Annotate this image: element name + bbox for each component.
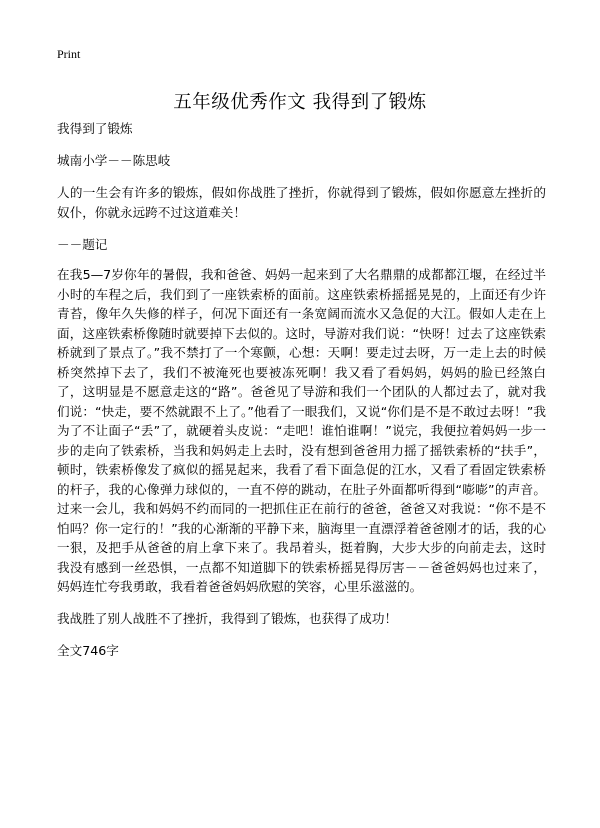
essay-main-paragraph: 在我5—7岁你年的暑假，我和爸爸、妈妈一起来到了大名鼎鼎的成都都江堰，在经过半小时的车程之后，我们到了一座铁索桥的面前。这座铁索桥摇摇晃晃的，上面还有少许青苔，像年久失修的样子，何况下面还有一条宽阔而流水又急促的大江。假如人走在上面，这座铁索桥像随时就要掉下去似的。这时，导游对我们说：“快呀！过去了这座铁索桥就到了景点了。”我不禁打了一个寒颤，心想：天啊！要走过去呀，万一走上去的时候桥突然掉下去了，我们不被淹死也要被冻死啊！我又看了看妈妈，妈妈的脸已经煞白了，这明显是不愿意走这的“路”。爸爸见了导游和我们一个团队的人都过去了，就对我们说：“快走，要不然就跟不上了。”他看了一眼我们，又说“你们是不是不敢过去呀！”我为了不让面子“丢”了，就硬着头皮说：“走吧！谁怕谁啊！”说完，我便拉着妈妈一步一步的走向了铁索桥，当我和妈妈走上去时，没有想到爸爸用力摇了摇铁索桥的“扶手”，顿时，铁索桥像发了疯似的摇晃起来，我看了看下面急促的江水，又看了看固定铁索桥的杆子，我的心像弹力球似的，一直不停的跳动，在肚子外面都听得到“嘭嘭”的声音。过来一会儿，我和妈妈不约而同的一把抓住正在前行的爸爸，爸爸又对我说：“你不是不怕吗？你一定行的！”我的心渐渐的平静下来，脑海里一直漂浮着爸爸刚才的话，我的心一狠，及把手从爸爸的肩上拿下来了。我昂着头，挺着胸，大步大步的向前走去，这时我没有感到一丝恐惧，一点都不知道脚下的铁索桥摇晃得厉害－－爸爸妈妈也过来了，妈妈连忙夸我勇敢，我看着爸爸妈妈欣慰的笑容，心里乐滋滋的。 bbox=[57, 267, 546, 594]
epigraph-attribution: －－题记 bbox=[57, 236, 108, 252]
essay-body bbox=[57, 119, 546, 673]
print-link[interactable]: Print bbox=[57, 47, 81, 61]
word-count: 全文746字 bbox=[57, 643, 119, 658]
author-line: 城南小学－－陈思岐 bbox=[57, 153, 171, 168]
epigraph: 人的一生会有许多的锻炼，假如你战胜了挫折，你就得到了锻炼，假如你愿意左挫折的奴仆，你就永远跨不过这道难关！ bbox=[57, 185, 546, 220]
page-title: 五年级优秀作文 我得到了锻炼 bbox=[173, 92, 427, 114]
essay-conclusion: 我战胜了别人战胜不了挫折，我得到了锻炼，也获得了成功！ bbox=[57, 611, 398, 626]
essay-subtitle: 我得到了锻炼 bbox=[57, 121, 133, 136]
